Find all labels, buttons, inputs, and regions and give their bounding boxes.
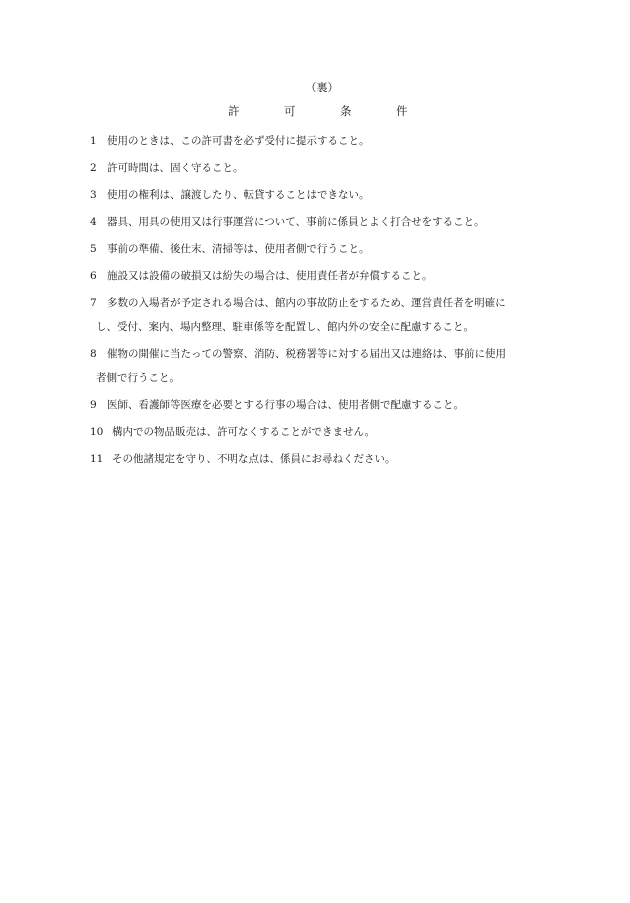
condition-number: 5 xyxy=(90,243,97,255)
condition-row xyxy=(90,269,560,284)
condition-item xyxy=(90,425,560,440)
title-char: 許 xyxy=(228,104,240,118)
condition-number: 11 xyxy=(90,453,104,465)
condition-number: 7 xyxy=(90,297,97,309)
condition-number: 9 xyxy=(90,399,97,411)
condition-text: 構内での物品販売は、許可なくすることができません。 xyxy=(112,426,376,438)
condition-item xyxy=(90,398,560,413)
conditions-list xyxy=(90,134,560,479)
title-char: 件 xyxy=(396,104,408,118)
condition-number: 2 xyxy=(90,162,97,174)
condition-row xyxy=(90,347,560,362)
condition-text: 医師、看護師等医療を必要とする行事の場合は、使用者側で配慮すること。 xyxy=(107,399,464,411)
condition-number: 4 xyxy=(90,216,97,228)
condition-item xyxy=(90,242,560,257)
condition-item xyxy=(90,269,560,284)
condition-text: その他諸規定を守り、不明な点は、係員にお尋ねください。 xyxy=(112,453,396,465)
condition-row xyxy=(90,242,560,257)
side-label: （裏） xyxy=(305,81,339,94)
condition-item xyxy=(90,347,560,386)
condition-item xyxy=(90,188,560,203)
condition-row xyxy=(90,134,560,149)
condition-item xyxy=(90,161,560,176)
condition-number: 10 xyxy=(90,426,104,438)
condition-number: 8 xyxy=(90,348,97,360)
condition-text-continued: 者側で行うこと。 xyxy=(96,372,180,384)
condition-row xyxy=(90,452,560,467)
condition-text: 器具、用具の使用又は行事運営について、事前に係員とよく打合せをすること。 xyxy=(107,216,485,228)
condition-row xyxy=(90,215,560,230)
page-title xyxy=(228,103,452,119)
condition-text: 催物の開催に当たっての警察、消防、税務署等に対する届出又は連絡は、事前に使用 xyxy=(107,348,506,360)
title-char: 条 xyxy=(340,104,352,118)
condition-text: 使用の権利は、譲渡したり、転貸することはできない。 xyxy=(107,189,370,201)
condition-number: 3 xyxy=(90,189,97,201)
condition-text-continued: し、受付、案内、場内整理、駐車係等を配置し、館内外の安全に配慮すること。 xyxy=(96,321,474,333)
condition-row xyxy=(90,296,560,311)
condition-text: 多数の入場者が予定される場合は、館内の事故防止をするため、運営責任者を明確に xyxy=(107,297,506,309)
condition-text: 使用のときは、この許可書を必ず受付に提示すること。 xyxy=(107,135,370,147)
condition-item xyxy=(90,452,560,467)
condition-item xyxy=(90,134,560,149)
condition-text: 施設又は設備の破損又は紛失の場合は、使用責任者が弁償すること。 xyxy=(107,270,433,282)
condition-text: 許可時間は、固く守ること。 xyxy=(107,162,244,174)
condition-item xyxy=(90,215,560,230)
title-char: 可 xyxy=(284,104,296,118)
condition-number: 1 xyxy=(90,135,97,147)
condition-row xyxy=(90,161,560,176)
condition-row xyxy=(90,398,560,413)
condition-number: 6 xyxy=(90,270,97,282)
condition-row xyxy=(90,188,560,203)
condition-row xyxy=(90,425,560,440)
condition-item xyxy=(90,296,560,335)
condition-text: 事前の準備、後仕末、清掃等は、使用者側で行うこと。 xyxy=(107,243,370,255)
